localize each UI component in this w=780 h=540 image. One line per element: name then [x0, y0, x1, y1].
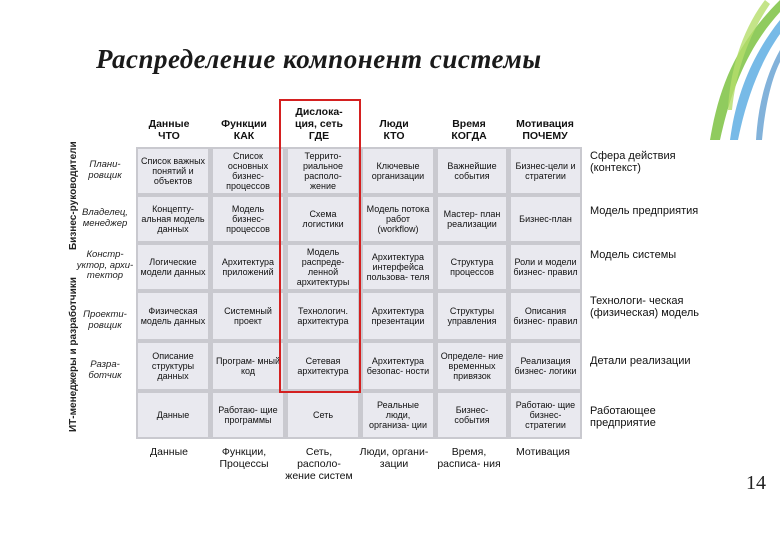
- matrix-cell: Данные: [138, 393, 208, 437]
- matrix-cell: Сеть: [288, 393, 358, 437]
- matrix-cell: Бизнес-цели и стратегии: [511, 149, 580, 193]
- column-header-data: Данные ЧТО: [148, 118, 190, 142]
- row-label-developer: Разра- ботчик: [88, 359, 122, 381]
- matrix-cell: Описания бизнес- правил: [511, 293, 580, 339]
- matrix-cell: Структура процессов: [438, 245, 506, 289]
- matrix-cell: Роли и модели бизнес- правил: [511, 245, 580, 289]
- matrix-cell: Список основных бизнес- процессов: [213, 149, 283, 193]
- bottom-label-3: Люди, органи- зации: [359, 446, 429, 470]
- matrix-cell: Физическая модель данных: [138, 293, 208, 339]
- matrix-cell: Структуры управления: [438, 293, 506, 339]
- matrix-cell: Список важных понятий и объектов: [138, 149, 208, 193]
- matrix-cell: Концепту- альная модель данных: [138, 197, 208, 241]
- matrix-cell: Важнейшие события: [438, 149, 506, 193]
- matrix-cell: Архитектура интерфейса пользова- теля: [363, 245, 433, 289]
- bottom-label-4: Время, расписа- ния: [437, 446, 501, 470]
- matrix-cell: Модель распреде- ленной архитектуры: [288, 245, 358, 289]
- matrix-cell: Архитектура приложений: [213, 245, 283, 289]
- right-label-4: Детали реализации: [590, 355, 691, 367]
- matrix-cell: Архитектура безопас- ности: [363, 343, 433, 389]
- row-label-owner: Владелец, менеджер: [82, 207, 128, 229]
- column-header-motivation: Мотивация ПОЧЕМУ: [516, 118, 574, 142]
- column-header-functions: Функции КАК: [221, 118, 267, 142]
- matrix-cell: Архитектура презентации: [363, 293, 433, 339]
- row-label-planner2: Проекти- ровщик: [83, 309, 127, 331]
- column-header-location: Дислока- ция, сеть ГДЕ: [294, 106, 343, 142]
- page-title: Распределение компонент системы: [96, 44, 542, 74]
- matrix-cell: Реальные люди, организа- ции: [363, 393, 433, 437]
- side-label-it: ИТ-менеджеры и разработчики: [68, 277, 79, 432]
- location-column-highlight: [279, 99, 361, 393]
- row-label-planner: Плани- ровщик: [88, 159, 122, 181]
- bottom-label-5: Мотивация: [515, 446, 570, 458]
- matrix-cell: Схема логистики: [288, 197, 358, 241]
- right-label-1: Модель предприятия: [590, 205, 699, 217]
- matrix-cell: Програм- мный код: [213, 343, 283, 389]
- matrix-cell: Сетевая архитектура: [288, 343, 358, 389]
- matrix-cell: Технологич. архитектура: [288, 293, 358, 339]
- matrix-cell: Бизнес-план: [511, 197, 580, 241]
- side-label-business: Бизнес-руководители: [68, 141, 79, 250]
- bottom-label-2: Сеть, располо- жение систем: [285, 446, 353, 482]
- bottom-label-0: Данные: [150, 446, 188, 458]
- right-label-0: Сфера действия (контекст): [590, 150, 676, 174]
- matrix-cell: Системный проект: [213, 293, 283, 339]
- column-header-time: Время КОГДА: [451, 118, 487, 142]
- slide-number: 14: [746, 472, 766, 494]
- matrix-cell: Логические модели данных: [138, 245, 208, 289]
- right-label-5: Работающее предприятие: [590, 405, 656, 429]
- matrix-cell: Описание структуры данных: [138, 343, 208, 389]
- column-header-people: Люди КТО: [379, 118, 409, 142]
- matrix-cell: Бизнес- события: [438, 393, 506, 437]
- matrix-cell: Модель бизнес- процессов: [213, 197, 283, 241]
- matrix-cell: Модель потока работ (workflow): [363, 197, 433, 241]
- right-label-3: Технологи- ческая (физическая) модель: [590, 295, 700, 319]
- right-label-2: Модель системы: [590, 249, 677, 261]
- matrix-cell: Ключевые организации: [363, 149, 433, 193]
- bottom-label-1: Функции, Процессы: [219, 446, 269, 470]
- decorative-swoosh-graphic: [670, 0, 780, 140]
- row-label-designer: Констр- уктор, архи- тектор: [76, 249, 134, 281]
- matrix-cell: Работаю- щие программы: [213, 393, 283, 437]
- matrix-cell: Мастер- план реализации: [438, 197, 506, 241]
- matrix-cell: Террито- риальное располо- жение: [288, 149, 358, 193]
- matrix-cell: Реализация бизнес- логики: [511, 343, 580, 389]
- matrix-cell: Работаю- щие бизнес- стратегии: [511, 393, 580, 437]
- matrix-cell: Определе- ние временных привязок: [438, 343, 506, 389]
